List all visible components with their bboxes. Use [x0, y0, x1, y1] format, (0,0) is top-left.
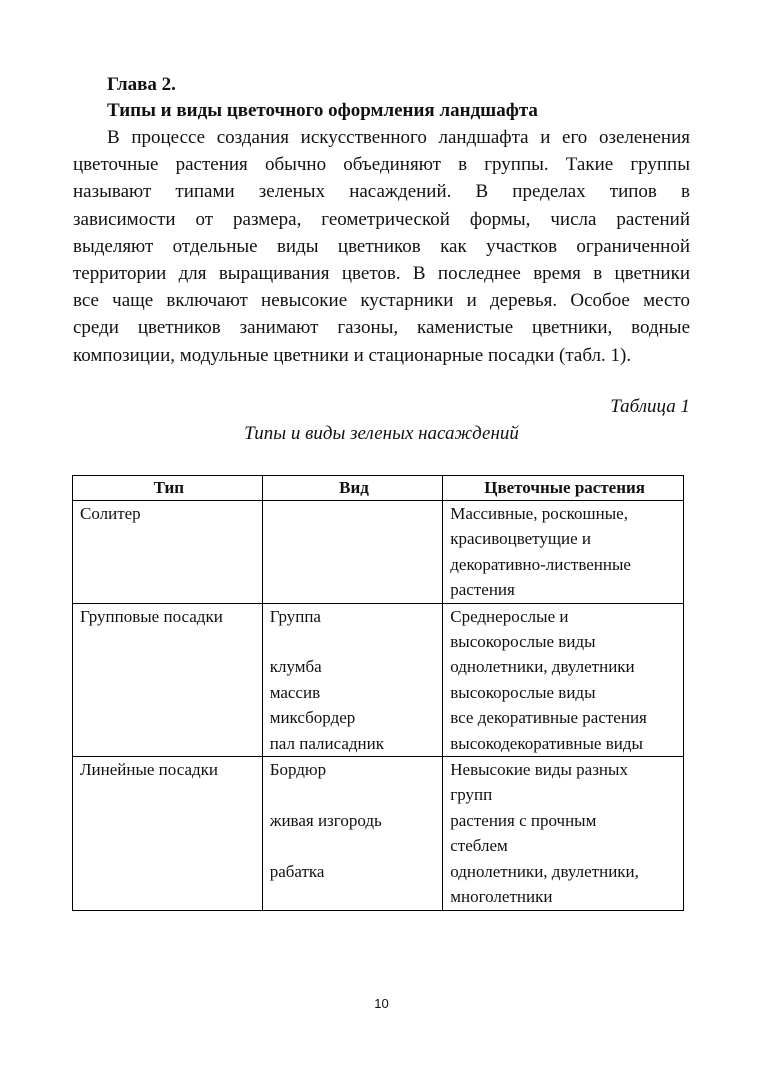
plants-line: Массивные, роскошные, — [450, 504, 628, 523]
type-text: Линейные посадки — [80, 760, 219, 780]
paragraph-line: среди цветников занимают газоны, каменистые цветники, водные — [73, 317, 690, 339]
column-header-plants: Цветочные растения — [443, 476, 684, 501]
plants-line: красивоцветущие и — [450, 529, 591, 549]
table-header-row — [73, 476, 684, 501]
table-row — [73, 603, 684, 756]
kind-line: миксбордер — [269, 708, 356, 728]
plants-cell — [443, 757, 684, 910]
kind-line: клумба — [269, 657, 322, 677]
type-text: Солитер — [80, 504, 141, 523]
body-paragraph — [73, 124, 690, 369]
column-header-kind: Вид — [262, 476, 443, 501]
plants-line: групп — [450, 785, 493, 805]
kind-line: Группа — [269, 606, 321, 626]
table-row — [73, 757, 684, 910]
type-cell — [73, 757, 263, 910]
plants-line: многолетники — [450, 887, 553, 907]
page-number: 10 — [374, 996, 389, 1011]
plants-line: стеблем — [450, 836, 508, 856]
kind-line — [270, 833, 439, 858]
kind-line — [270, 629, 439, 654]
paragraph-line: все чаще включают невысокие кустарники и деревья. Особое место — [73, 290, 690, 312]
kind-cell — [262, 603, 443, 756]
kind-line: массив — [269, 682, 321, 702]
kind-line — [270, 501, 439, 526]
plants-line: все декоративные растения — [450, 708, 647, 728]
table-row — [73, 501, 684, 604]
table-caption: Типы и виды зеленых насаждений — [244, 423, 519, 444]
table-label: Таблица 1 — [610, 396, 690, 417]
plants-line: высокорослые виды — [450, 632, 596, 652]
type-cell — [73, 501, 263, 604]
type-text: Групповые посадки — [80, 606, 223, 626]
kind-line: рабатка — [269, 861, 325, 881]
paragraph-line: выделяют отдельные виды цветников как участков ограниченной — [73, 235, 690, 257]
plants-line: однолетники, двулетники, — [450, 861, 639, 881]
plants-line: Среднерослые и — [450, 606, 569, 626]
plants-cell — [443, 501, 684, 604]
paragraph-line: называют типами зеленых насаждений. В пределах типов в — [73, 181, 690, 203]
paragraph-line: зависимости от размера, геометрической формы, числа растений — [73, 208, 690, 230]
plants-line: высокорослые виды — [450, 682, 596, 702]
paragraph-line: территории для выращивания цветов. В последнее время в цветники — [73, 263, 690, 285]
plants-line: высокодекоративные виды — [450, 733, 643, 753]
plants-line: Невысокие виды разных — [450, 760, 628, 780]
plants-line: декоративно-лиственные — [450, 554, 631, 574]
kind-cell — [262, 757, 443, 910]
plants-line: растения с прочным — [450, 810, 597, 830]
kind-line — [270, 782, 439, 807]
kind-line: пал палисадник — [269, 733, 385, 753]
paragraph-line: композиции, модульные цветники и стационарные посадки (табл. 1). — [73, 344, 632, 366]
plants-cell — [443, 603, 684, 756]
plants-line: растения — [450, 580, 515, 600]
chapter-title: Типы и виды цветочного оформления ландшафта — [107, 100, 538, 121]
paragraph-line: цветочные растения обычно объединяют в группы. Такие группы — [73, 154, 690, 176]
kind-cell — [262, 501, 443, 604]
green-plantings-table — [72, 475, 684, 911]
kind-line: живая изгородь — [269, 810, 382, 830]
plants-line: однолетники, двулетники — [450, 657, 635, 677]
chapter-number: Глава 2. — [107, 74, 176, 95]
column-header-type: Тип — [73, 476, 263, 501]
kind-line: Бордюр — [269, 760, 327, 780]
type-cell — [73, 603, 263, 756]
paragraph-line: В процессе создания искусственного ландшафта и его озеленения — [107, 127, 690, 148]
